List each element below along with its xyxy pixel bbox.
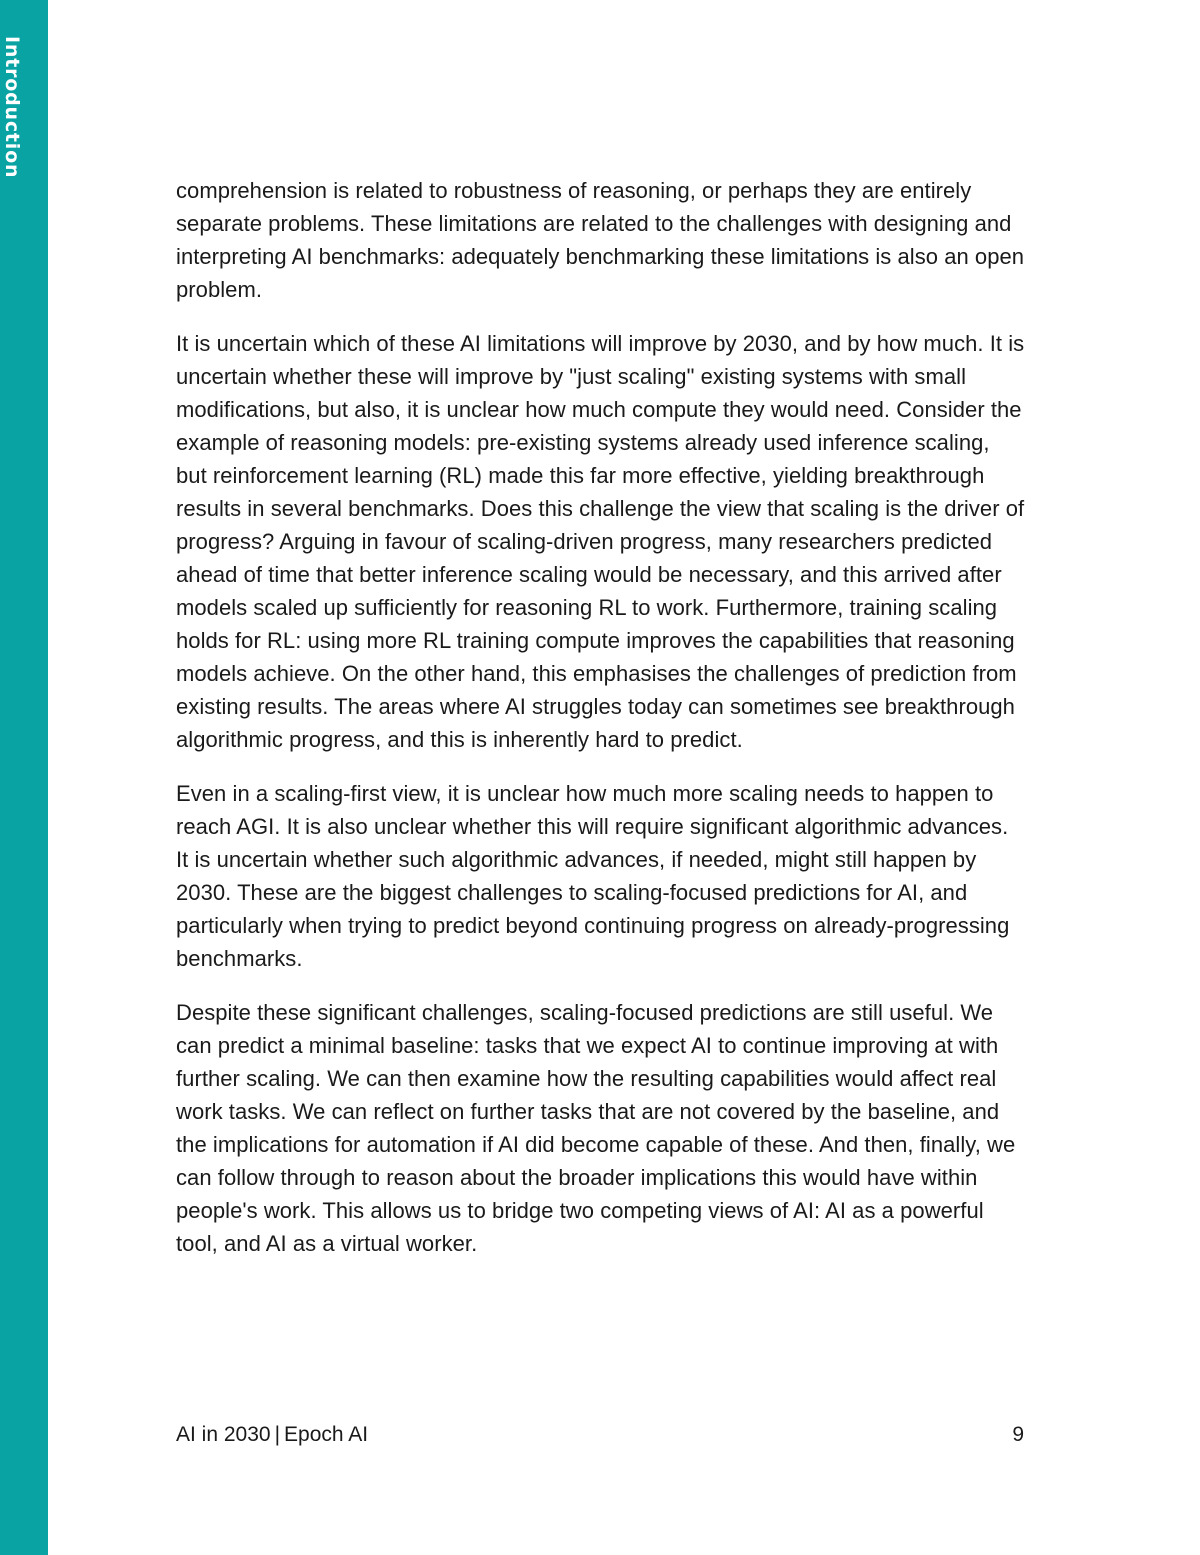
- paragraph: comprehension is related to robustness of reasoning, or perhaps they are entirely separate problems. These limitations are related to the challenges with designing and interpreting AI benchmarks: adequately benchmarking these limitations is also an open problem.: [176, 178, 1025, 302]
- paragraph: Despite these significant challenges, scaling-focused predictions are still useful. We can predict a minimal baseline: tasks that we expect AI to continue improving at with further scaling. We can then examine how the resulting capabilities would affect real work tasks. We can reflect on further tasks that are not covered by the baseline, and the implications for automation if AI did become capable of these. And then, finally, we can follow through to reason about the broader implications this would have within people's work. This allows us to bridge two competing views of AI: AI as a powerful tool, and AI as a virtual worker.: [176, 1000, 1016, 1256]
- footer-separator: |: [274, 1423, 281, 1446]
- paragraph: It is uncertain which of these AI limitations will improve by 2030, and by how much. It is uncertain whether these will improve by "just scaling" existing systems with small modifications, but also, it is unclear how much compute they would need. Consider the example of reasoning models: pre-existing systems already used inference scaling, but reinforcement learning (RL) made this far more effective, yielding breakthrough results in several benchmarks. Does this challenge the view that scaling is the driver of progress? Arguing in favour of scaling-driven progress, many researchers predicted ahead of time that better inference scaling would be necessary, and this arrived after models scaled up sufficiently for reasoning RL to work. Furthermore, training scaling holds for RL: using more RL training compute improves the capabilities that reasoning models achieve. On the other hand, this emphasises the challenges of prediction from existing results. The areas where AI struggles today can sometimes see breakthrough algorithmic progress, and this is inherently hard to predict.: [176, 331, 1025, 752]
- footer-title: AI in 2030: [176, 1423, 271, 1446]
- paragraph: Even in a scaling-first view, it is unclear how much more scaling needs to happen to reach AGI. It is also unclear whether this will require significant algorithmic advances. It is uncertain whether such algorithmic advances, if needed, might still happen by 2030. These are the biggest challenges to scaling-focused predictions for AI, and particularly when trying to predict beyond continuing progress on already-progressing benchmarks.: [176, 781, 1010, 971]
- section-label: Introduction: [1, 36, 23, 179]
- page-body: [176, 174, 1026, 1281]
- footer-document-title: [176, 1420, 368, 1450]
- footer-publisher: Epoch AI: [284, 1423, 369, 1446]
- section-sidebar: [0, 0, 48, 1555]
- page-number: 9: [1012, 1423, 1024, 1446]
